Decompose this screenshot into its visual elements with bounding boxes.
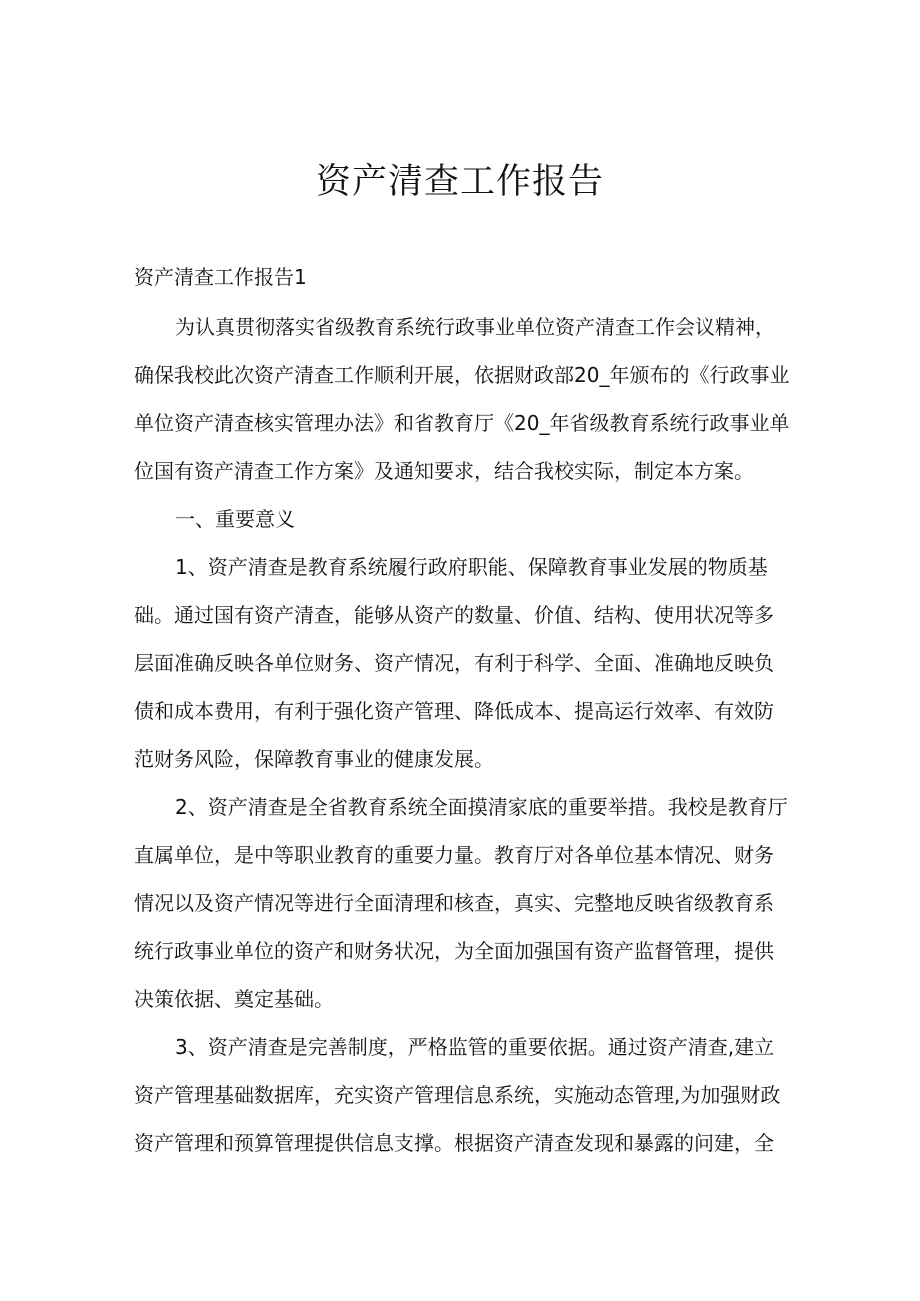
paragraph-2-line-4: 债和成本费用，有利于强化资产管理、降低成本、提高运行效率、有效防 [134,699,774,723]
paragraph-3-line-1: 2、资产清查是全省教育系统全面摸清家底的重要举措。我校是教育厅 [175,795,788,819]
paragraph-1-line-2: 确保我校此次资产清查工作顺利开展，依据财政部20_年颁布的《行政事业 [134,363,790,387]
paragraph-4-line-2: 资产管理基础数据库，充实资产管理信息系统，实施动态管理,为加强财政 [134,1083,781,1107]
document-title: 资产清查工作报告 [315,162,604,202]
section-heading: 一、重要意义 [175,507,295,531]
paragraph-3-line-2: 直属单位，是中等职业教育的重要力量。教育厅对各单位基本情况、财务 [134,843,774,867]
paragraph-1-line-3: 单位资产清查核实管理办法》和省教育厅《20_年省级教育系统行政事业单 [134,411,790,435]
paragraph-1-line-4: 位国有资产清查工作方案》及通知要求，结合我校实际，制定本方案。 [134,459,754,483]
paragraph-2-line-5: 范财务风险，保障教育事业的健康发展。 [134,747,494,771]
paragraph-3-line-4: 统行政事业单位的资产和财务状况，为全面加强国有资产监督管理，提供 [134,939,774,963]
paragraph-1-line-1: 为认真贯彻落实省级教育系统行政事业单位资产清查工作会议精神， [175,315,775,339]
paragraph-2-line-3: 层面准确反映各单位财务、资产情况，有利于科学、全面、准确地反映负 [134,651,774,675]
paragraph-2-line-1: 1、资产清查是教育系统履行政府职能、保障教育事业发展的物质基 [175,555,768,579]
document-subtitle: 资产清查工作报告1 [134,265,307,289]
paragraph-3-line-5: 决策依据、奠定基础。 [134,987,334,1011]
paragraph-4-line-3: 资产管理和预算管理提供信息支撑。根据资产清查发现和暴露的问建，全 [134,1131,774,1155]
paragraph-3-line-3: 情况以及资产情况等进行全面清理和核查，真实、完整地反映省级教育系 [134,891,774,915]
paragraph-2-line-2: 础。通过国有资产清查，能够从资产的数量、价值、结构、使用状况等多 [134,603,774,627]
paragraph-4-line-1: 3、资产清查是完善制度，严格监管的重要依据。通过资产清查,建立 [175,1035,775,1059]
